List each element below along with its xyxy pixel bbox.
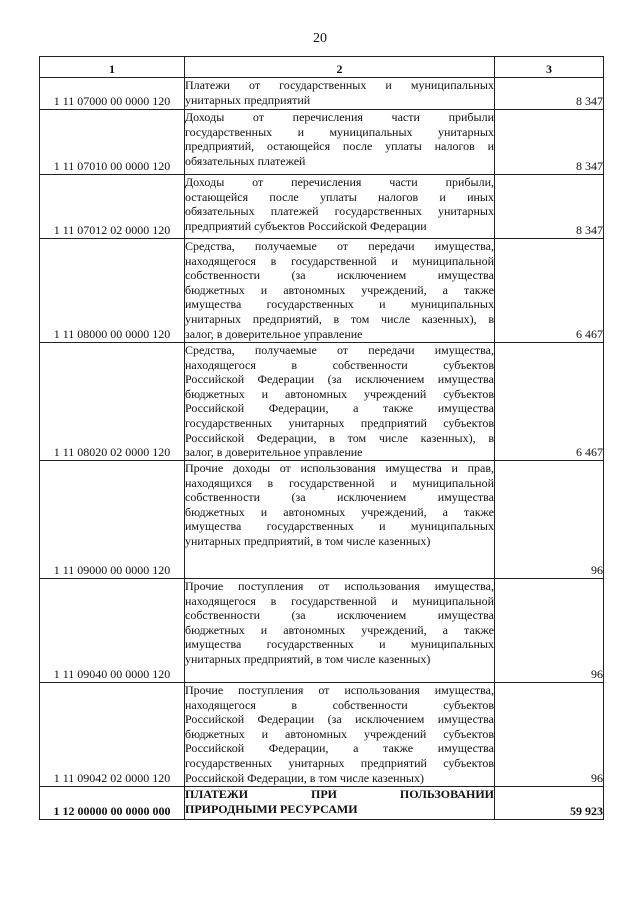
revenue-description [185,110,495,175]
page-number: 20 [313,31,327,46]
amount: 6 467 [495,239,604,343]
description-line: находящегося в собственности субъектов [185,357,494,372]
description-line: собственности (за исключением имущества [185,608,494,623]
description-line: унитарных предприятий, в том числе казенных) [185,533,431,548]
description-line: находящихся в государственной и муниципальной [185,475,494,490]
column-header-3: 3 [495,57,604,78]
description-line: Прочие поступления от использования имущества, [185,579,494,593]
table-row [40,461,604,579]
description-line: Российской Федерации (за исключением имущества [185,712,494,727]
description-line: Прочие доходы от использования имущества и прав, [185,461,494,475]
description-line: находящегося в государственной и муниципальной [185,253,494,268]
description-line: бюджетных и автономных учреждений, а также [185,504,494,519]
amount: 96 [495,461,604,579]
amount: 96 [495,683,604,787]
description-line: имущества государственных и муниципальных [185,637,494,652]
classification-code: 1 11 09000 00 0000 120 [40,461,185,579]
classification-code: 1 11 07000 00 0000 120 [40,78,185,110]
description-line: Доходы от перечисления части прибыли [185,110,494,124]
amount: 6 467 [495,343,604,461]
revenue-description [185,579,495,683]
description-line: Средства, получаемые от передачи имущества, [185,343,494,357]
description-line: обязательных платежей государственных унитарных [185,204,494,219]
description-line: бюджетных и автономных учреждений, а также [185,282,494,297]
description-line: обязательных платежей [185,153,306,168]
description-line: предприятий субъектов Российской Федерации [185,218,427,233]
revenue-description [185,461,495,579]
description-line: Платежи от государственных и муниципальных [185,78,494,92]
classification-code: 1 12 00000 00 0000 000 [40,787,185,820]
table-row [40,787,604,820]
revenue-table [39,56,604,820]
description-line: Российской Федерации, в том числе казенных), в [185,430,494,445]
table-row [40,110,604,175]
amount: 96 [495,579,604,683]
table-header-row [40,57,604,78]
description-line: находящегося в собственности субъектов [185,697,494,712]
description-line: залог, в доверительное управление [185,326,363,341]
description-line: собственности (за исключением имущества [185,268,494,283]
description-line: находящегося в государственной и муниципальной [185,593,494,608]
amount: 59 923 [495,787,604,820]
description-line: предприятий, остающейся после уплаты налогов и [185,139,494,154]
description-line: Средства, получаемые от передачи имущества, [185,239,494,253]
description-line: ПРИРОДНЫМИ РЕСУРСАМИ [185,801,358,816]
description-line: Российской Федерации, в том числе казенных) [185,770,424,785]
classification-code: 1 11 09040 00 0000 120 [40,579,185,683]
classification-code: 1 11 08000 00 0000 120 [40,239,185,343]
description-line: бюджетных и автономных учреждений субъектов [185,386,494,401]
revenue-description [185,787,495,820]
description-line: имущества государственных и муниципальных [185,519,494,534]
description-line: имущества государственных и муниципальных [185,297,494,312]
classification-code: 1 11 07010 00 0000 120 [40,110,185,175]
description-line: Российской Федерации, а также имущества [185,741,494,756]
classification-code: 1 11 07012 02 0000 120 [40,175,185,239]
description-line: залог, в доверительное управление [185,445,363,460]
revenue-description [185,175,495,239]
description-line: унитарных предприятий, в том числе казенных) [185,651,431,666]
table-row [40,683,604,787]
description-line: унитарных предприятий [185,92,311,107]
description-line: Прочие поступления от использования имущества, [185,683,494,697]
amount: 8 347 [495,78,604,110]
column-header-1: 1 [40,57,185,78]
table-row [40,343,604,461]
amount: 8 347 [495,110,604,175]
revenue-description [185,343,495,461]
description-line: бюджетных и автономных учреждений, а также [185,622,494,637]
amount: 8 347 [495,175,604,239]
description-line: Российской Федерации (за исключением имущества [185,372,494,387]
table-row [40,78,604,110]
description-line: остающейся после уплаты налогов и иных [185,189,494,204]
description-line: государственных и муниципальных унитарных [185,124,494,139]
description-line: государственных унитарных предприятий субъектов [185,755,494,770]
revenue-description [185,78,495,110]
description-line: государственных унитарных предприятий субъектов [185,415,494,430]
description-line: ПЛАТЕЖИ ПРИ ПОЛЬЗОВАНИИ [185,787,494,801]
description-line: унитарных предприятий, в том числе казенных), в [185,311,494,326]
description-line: бюджетных и автономных учреждений субъектов [185,726,494,741]
table-row [40,175,604,239]
description-line: Доходы от перечисления части прибыли, [185,175,494,189]
description-line: Российской Федерации, а также имущества [185,401,494,416]
classification-code: 1 11 09042 02 0000 120 [40,683,185,787]
table-row [40,579,604,683]
table-row [40,239,604,343]
column-header-2: 2 [185,57,495,78]
classification-code: 1 11 08020 02 0000 120 [40,343,185,461]
description-line: собственности (за исключением имущества [185,490,494,505]
revenue-description [185,239,495,343]
revenue-description [185,683,495,787]
